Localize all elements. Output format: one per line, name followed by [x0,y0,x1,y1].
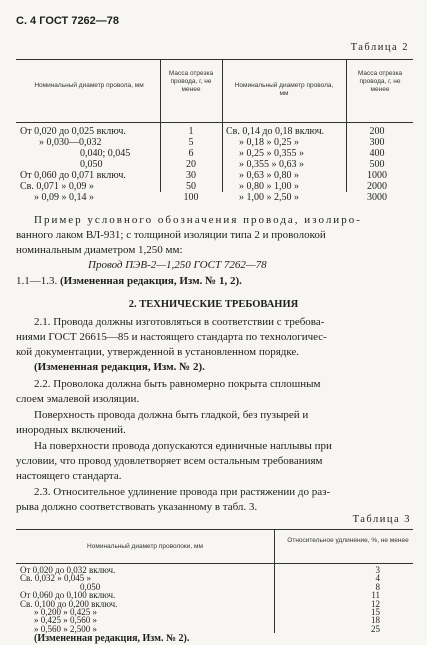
table3-elongation-cell: 3 [375,565,380,575]
table2-mass-cell: 50 [186,181,196,192]
table2-mass-cell: 20 [186,159,196,170]
table2-mass-cell: 3000 [367,192,387,203]
table2-diameter-cell: » 0,63 » 0,80 » [239,170,299,181]
table3-header-elongation: Относительное удлинение, %, не менее [287,537,409,544]
paragraph-2-3-line-1: 2.3. Относительное удлинение провода при растяжении до раз- [34,486,331,498]
table2-mass-cell: 30 [186,170,196,181]
table3-diameter-cell: Св. 0,100 до 0,200 включ. [20,598,118,609]
paragraph-2-1-line-3: кой документации, утвержденной в установленном порядке. [16,346,300,358]
paragraph-2-1-line-1: 2.1. Провода должны изготовляться в соответствии с требова- [34,316,325,328]
table3-top-rule [16,529,413,530]
table2-mass-cell: 2000 [367,181,387,192]
paragraph-surface-line-1: Поверхность провода должна быть гладкой, без пузырей и [34,409,309,421]
table2-mass-cell: 1000 [367,170,387,181]
table2-mass-cell: 1 [188,126,194,137]
example-line-1: Пример условного обозначения провода, изолиро- [34,214,362,226]
table3-header-diameter: Номинальный диаметр проволоки, мм [87,543,203,550]
example-line-2: ванного лаком ВЛ-931; с толщиной изоляции типа 2 и проволокой [16,229,326,241]
table3-elongation-cell: 11 [371,590,380,601]
paragraph-2-2-line-2: слоем эмалевой изоляции. [16,393,140,405]
table3-diameter-cell: » 0,425 » 0,560 » [34,615,97,626]
table2-caption: Таблица 2 [350,42,409,53]
table2-mass-cell: 400 [369,148,385,159]
table2-diameter-cell: От 0,060 до 0,071 включ. [20,170,126,181]
paragraph-2-2-line-1: 2.2. Проволока должна быть равномерно покрыта сплошным [34,378,321,390]
table3-diameter-cell: От 0,020 до 0,032 включ. [20,565,116,575]
table2-header-diameter-right: Номинальный диаметр провола, мм [234,82,334,97]
section-title: 2. ТЕХНИЧЕСКИЕ ТРЕБОВАНИЯ [128,299,299,310]
table3-diameter-cell: От 0,060 до 0,100 включ. [20,590,116,601]
table2-header-mass-right: Масса отрезка провода, г, не менее [357,70,403,93]
amendment-note-1 [16,274,242,289]
table3-caption: Таблица 3 [352,514,411,525]
example-line-3: номинальным диаметром 1,250 мм: [16,244,183,256]
amendment-note-2: (Измененная редакция, Изм. № 2). [34,361,205,373]
table2-header-diameter-left: Номинальный диаметр провола, мм [34,82,144,89]
table2-diameter-cell: 0,050 [80,159,103,170]
table3-elongation-cell: 4 [375,573,380,584]
table3-elongation-cell: 18 [371,615,380,626]
table2-top-rule [16,59,413,60]
table2-diameter-cell: Св. 0,14 до 0,18 включ. [226,126,325,137]
table2-mass-cell: 200 [369,126,385,137]
table2-col-divider-2 [222,59,223,192]
table2-diameter-cell: » 0,25 » 0,355 » [239,148,304,159]
table2-header-mass-left: Масса отрезка провода, г, не менее [168,70,214,93]
amendment-note-1-prefix: 1.1—1.3. [16,275,60,287]
table2-mass-cell: 6 [188,148,194,159]
table2-mass-cell: 300 [369,137,385,148]
table3-elongation-cell: 15 [371,607,380,617]
page-header: С. 4 ГОСТ 7262—78 [16,15,120,27]
table3-elongation-cell: 8 [375,581,380,592]
table3-diameter-cell: » 0,200 » 0,425 » [34,607,97,617]
paragraph-beads-line-2: условии, что провод удовлетворяет всем остальным требованиям [16,455,323,467]
table3-elongation-cell: 25 [371,623,380,634]
amendment-note-3: (Измененная редакция, Изм. № 2). [34,633,190,645]
paragraph-beads-line-1: На поверхности провода допускаются единичные наплывы при [34,440,332,452]
paragraph-beads-line-3: настоящего стандарта. [16,470,122,482]
table2-diameter-cell: » 0,355 » 0,63 » [239,159,304,170]
table2-diameter-cell: » 1,00 » 2,50 » [239,192,299,203]
table3-elongation-cell: 12 [371,598,380,609]
example-designation: Провод ПЭВ-2—1,250 ГОСТ 7262—78 [88,259,267,271]
table2-diameter-cell: От 0,020 до 0,025 включ. [20,126,126,137]
table3-diameter-cell: 0,050 [80,581,101,592]
table2-mass-cell: 5 [188,137,194,148]
table2-diameter-cell: » 0,030—0,032 [39,137,102,148]
paragraph-surface-line-2: инородных включений. [16,424,126,436]
amendment-note-1-text: (Измененная редакция, Изм. № 1, 2). [60,275,242,287]
table3-diameter-cell: Св. 0,032 » 0,045 » [20,573,92,584]
table3-header-rule [16,563,413,564]
table3-col-divider [274,529,275,633]
table3-diameter-cell: » 0,560 » 2,500 » [34,623,97,634]
paragraph-2-1-line-2: ниями ГОСТ 26615—85 и настоящего стандарта по технологичес- [16,331,327,343]
table2-header-rule [16,122,413,123]
table2-diameter-cell: » 0,18 » 0,25 » [239,137,299,148]
paragraph-2-3-line-2: рыва должно соответствовать указанному в табл. 3. [16,501,258,513]
table2-diameter-cell: Св. 0,071 » 0,09 » [20,181,94,192]
table2-mass-cell: 500 [369,159,385,170]
table2-mass-cell: 100 [183,192,199,203]
table2-diameter-cell: » 0,09 » 0,14 » [34,192,94,203]
table2-diameter-cell: 0,040; 0,045 [80,148,131,159]
table2-diameter-cell: » 0,80 » 1,00 » [239,181,299,192]
